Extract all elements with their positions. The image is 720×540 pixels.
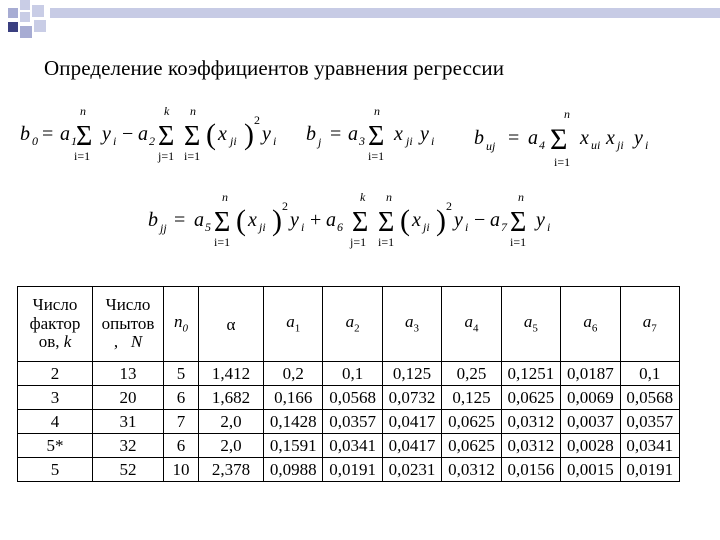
- buj-x2: x: [606, 127, 615, 149]
- decor-square-2: [20, 0, 30, 10]
- table-cell: 0,0312: [442, 458, 501, 482]
- header-alpha: α: [199, 287, 264, 362]
- bjj-sum3-sigma: Σ: [378, 207, 395, 238]
- table-cell: 6: [164, 386, 199, 410]
- bjj-lhs-sub: jj: [160, 221, 167, 235]
- table-cell: 0,0156: [501, 458, 560, 482]
- table-cell: 13: [93, 362, 164, 386]
- table-cell: 52: [93, 458, 164, 482]
- table-cell: 0,2: [264, 362, 323, 386]
- bjj-a6: a: [326, 209, 336, 231]
- header-a6: $a_6$: [561, 287, 620, 362]
- table-cell: 4: [18, 410, 93, 434]
- buj-x2-sub: ji: [617, 138, 624, 152]
- bj-lhs: b: [306, 123, 316, 145]
- table-cell: 0,0312: [501, 410, 560, 434]
- bjj-paren2-close: ): [436, 204, 446, 237]
- bj-a3-sub: 3: [359, 134, 365, 148]
- decor-square-3: [20, 12, 30, 22]
- header-n0: $n_0$: [164, 287, 199, 362]
- bjj-sum3-bot: i=1: [378, 235, 395, 249]
- table-row: [18, 434, 680, 458]
- b0-a2: a: [138, 123, 148, 145]
- svg-text:i: i: [465, 220, 469, 234]
- b0-y2-sub: i: [273, 134, 277, 148]
- bjj-sum1-bot: i=1: [214, 235, 231, 249]
- table-cell: 5: [18, 458, 93, 482]
- svg-text:2: 2: [446, 199, 452, 213]
- bjj-sum2-bot: j=1: [350, 235, 367, 249]
- formula-b0: [18, 100, 308, 170]
- table-cell: 1,682: [199, 386, 264, 410]
- bjj-sum2-top: k: [360, 190, 366, 204]
- table-row: [18, 410, 680, 434]
- svg-text:−: −: [474, 209, 486, 231]
- b0-sum2-top: k: [164, 104, 170, 118]
- buj-x1: x: [580, 127, 589, 149]
- b0-sum1-sigma: Σ: [76, 121, 93, 152]
- svg-text:x: x: [412, 209, 421, 231]
- bjj-paren1-open: (: [236, 204, 246, 237]
- bjj-sum4-sigma: Σ: [510, 207, 527, 238]
- buj-sum-bot: i=1: [554, 155, 571, 169]
- buj-a4: a: [528, 127, 538, 149]
- decor-bar: [50, 8, 720, 18]
- b0-paren-close: ): [244, 118, 254, 151]
- bjj-sum1-top: n: [222, 190, 228, 204]
- bjj-lhs: b: [148, 209, 158, 231]
- table-row: [18, 386, 680, 410]
- svg-text:y: y: [290, 209, 299, 231]
- table-cell: 0,125: [442, 386, 501, 410]
- bjj-sum4-bot: i=1: [510, 235, 527, 249]
- svg-text:ji: ji: [423, 220, 430, 234]
- formula-bj: [302, 100, 462, 170]
- table-cell: 0,0028: [561, 434, 620, 458]
- table-cell: 0,0988: [264, 458, 323, 482]
- table-cell: 0,0357: [620, 410, 679, 434]
- coefficients-table: [17, 286, 680, 482]
- table-cell: 2,0: [199, 410, 264, 434]
- b0-x: x: [218, 123, 227, 145]
- table-row: [18, 362, 680, 386]
- bj-y-sub: i: [431, 134, 435, 148]
- buj-sum-top: n: [564, 107, 570, 121]
- table-cell: 2,378: [199, 458, 264, 482]
- table-cell: 0,0625: [501, 386, 560, 410]
- svg-text:+: +: [310, 209, 322, 231]
- bjj-a7: a: [490, 209, 500, 231]
- b0-y: y: [102, 123, 111, 145]
- bj-eq: =: [330, 123, 342, 145]
- decor-square-4: [32, 5, 44, 17]
- bjj-a5-sub: 5: [205, 220, 211, 234]
- svg-text:y: y: [454, 209, 463, 231]
- bjj-paren1-close: ): [272, 204, 282, 237]
- table-cell: 0,0069: [561, 386, 620, 410]
- svg-text:y: y: [536, 209, 545, 231]
- buj-sigma: Σ: [550, 123, 568, 156]
- table-cell: 0,0341: [323, 434, 382, 458]
- bjj-paren2-open: (: [400, 204, 410, 237]
- bj-sum-bot: i=1: [368, 149, 385, 163]
- svg-text:x: x: [248, 209, 257, 231]
- table-cell: 0,1251: [501, 362, 560, 386]
- buj-a4-sub: 4: [539, 138, 545, 152]
- table-cell: 0,0341: [620, 434, 679, 458]
- table-cell: 7: [164, 410, 199, 434]
- b0-minus: −: [122, 123, 134, 145]
- decor-square-6: [20, 26, 32, 38]
- header-a3: $a_3$: [382, 287, 441, 362]
- bj-x: x: [394, 123, 403, 145]
- table-cell: 0,0625: [442, 410, 501, 434]
- table-cell: 0,0231: [382, 458, 441, 482]
- b0-y2: y: [262, 123, 271, 145]
- table-cell: 6: [164, 434, 199, 458]
- table-cell: 0,0417: [382, 410, 441, 434]
- buj-lhs-sub: uj: [486, 139, 496, 153]
- bj-sum-top: n: [374, 104, 380, 118]
- table-cell: 32: [93, 434, 164, 458]
- b0-x-sub: ji: [230, 134, 237, 148]
- table-cell: 31: [93, 410, 164, 434]
- bj-y: y: [420, 123, 429, 145]
- b0-sum2-sigma: Σ: [158, 121, 175, 152]
- b0-sum2-bot: j=1: [158, 149, 175, 163]
- table-cell: 0,0625: [442, 434, 501, 458]
- b0-paren-open: (: [206, 118, 216, 151]
- bjj-sum3-top: n: [386, 190, 392, 204]
- svg-text:2: 2: [282, 199, 288, 213]
- table-cell: 0,1: [620, 362, 679, 386]
- table-cell: 0,0568: [620, 386, 679, 410]
- table-header-row: [18, 287, 680, 362]
- decor-square-7: [34, 20, 46, 32]
- header-a1: $a_1$: [264, 287, 323, 362]
- bjj-sum2-sigma: Σ: [352, 207, 369, 238]
- table-cell: 0,0037: [561, 410, 620, 434]
- table-cell: 0,166: [264, 386, 323, 410]
- b0-lhs-sub: 0: [32, 134, 38, 148]
- bjj-eq: =: [174, 209, 186, 231]
- b0-eq: =: [42, 123, 54, 145]
- b0-sum3-top: n: [190, 104, 196, 118]
- table-cell: 2: [18, 362, 93, 386]
- b0-a1: a: [60, 123, 70, 145]
- header-decoration: [0, 0, 720, 50]
- bj-a3: a: [348, 123, 358, 145]
- b0-a1-sub: 1: [71, 134, 77, 148]
- table-cell: 0,1591: [264, 434, 323, 458]
- table-cell: 0,0568: [323, 386, 382, 410]
- table-cell: 3: [18, 386, 93, 410]
- buj-y: y: [634, 127, 643, 149]
- bj-sigma: Σ: [368, 121, 385, 152]
- table-cell: 20: [93, 386, 164, 410]
- buj-x1-sub: ui: [591, 138, 601, 152]
- table-cell: 2,0: [199, 434, 264, 458]
- table-cell: 0,1428: [264, 410, 323, 434]
- header-a5: $a_5$: [501, 287, 560, 362]
- b0-exp: 2: [254, 113, 260, 127]
- bj-x-sub: ji: [406, 134, 413, 148]
- svg-text:i: i: [301, 220, 305, 234]
- table-cell: 0,0357: [323, 410, 382, 434]
- b0-sum3-sigma: Σ: [184, 121, 201, 152]
- b0-a2-sub: 2: [149, 134, 155, 148]
- bjj-a5: a: [194, 209, 204, 231]
- b0-sum1-top: n: [80, 104, 86, 118]
- decor-square-1: [8, 8, 18, 18]
- table-cell: 0,0191: [620, 458, 679, 482]
- table-cell: 0,0191: [323, 458, 382, 482]
- buj-eq: =: [508, 127, 520, 149]
- table-cell: 5: [164, 362, 199, 386]
- bjj-a6-sub: 6: [337, 220, 343, 234]
- table-cell: 0,0732: [382, 386, 441, 410]
- table-row: [18, 458, 680, 482]
- table-cell: 0,25: [442, 362, 501, 386]
- header-experiments: Число опытов , N: [93, 287, 164, 362]
- header-a4: $a_4$: [442, 287, 501, 362]
- table-cell: 0,125: [382, 362, 441, 386]
- buj-y-sub: i: [645, 138, 649, 152]
- b0-lhs: b: [20, 123, 30, 145]
- decor-square-5: [8, 22, 18, 32]
- formula-bjj: [144, 186, 574, 256]
- bjj-sum4-top: n: [518, 190, 524, 204]
- bjj-sum1-sigma: Σ: [214, 207, 231, 238]
- bjj-a7-sub: 7: [501, 220, 507, 234]
- table-cell: 1,412: [199, 362, 264, 386]
- b0-sum1-bot: i=1: [74, 149, 91, 163]
- header-a7: $a_7$: [620, 287, 679, 362]
- table-cell: 0,1: [323, 362, 382, 386]
- table-cell: 10: [164, 458, 199, 482]
- svg-text:ji: ji: [259, 220, 266, 234]
- bj-lhs-sub: j: [318, 135, 322, 149]
- buj-lhs: b: [474, 127, 484, 149]
- table-cell: 0,0015: [561, 458, 620, 482]
- table-cell: 0,0312: [501, 434, 560, 458]
- page-title: Определение коэффициентов уравнения регрессии: [44, 56, 505, 80]
- svg-text:i: i: [547, 220, 551, 234]
- header-factors: Число фактор ов, k: [18, 287, 93, 362]
- formula-buj: [470, 100, 670, 175]
- b0-y-sub: i: [113, 134, 117, 148]
- header-a2: $a_2$: [323, 287, 382, 362]
- table-cell: 0,0187: [561, 362, 620, 386]
- table-cell: 5*: [18, 434, 93, 458]
- table-cell: 0,0417: [382, 434, 441, 458]
- b0-sum3-bot: i=1: [184, 149, 201, 163]
